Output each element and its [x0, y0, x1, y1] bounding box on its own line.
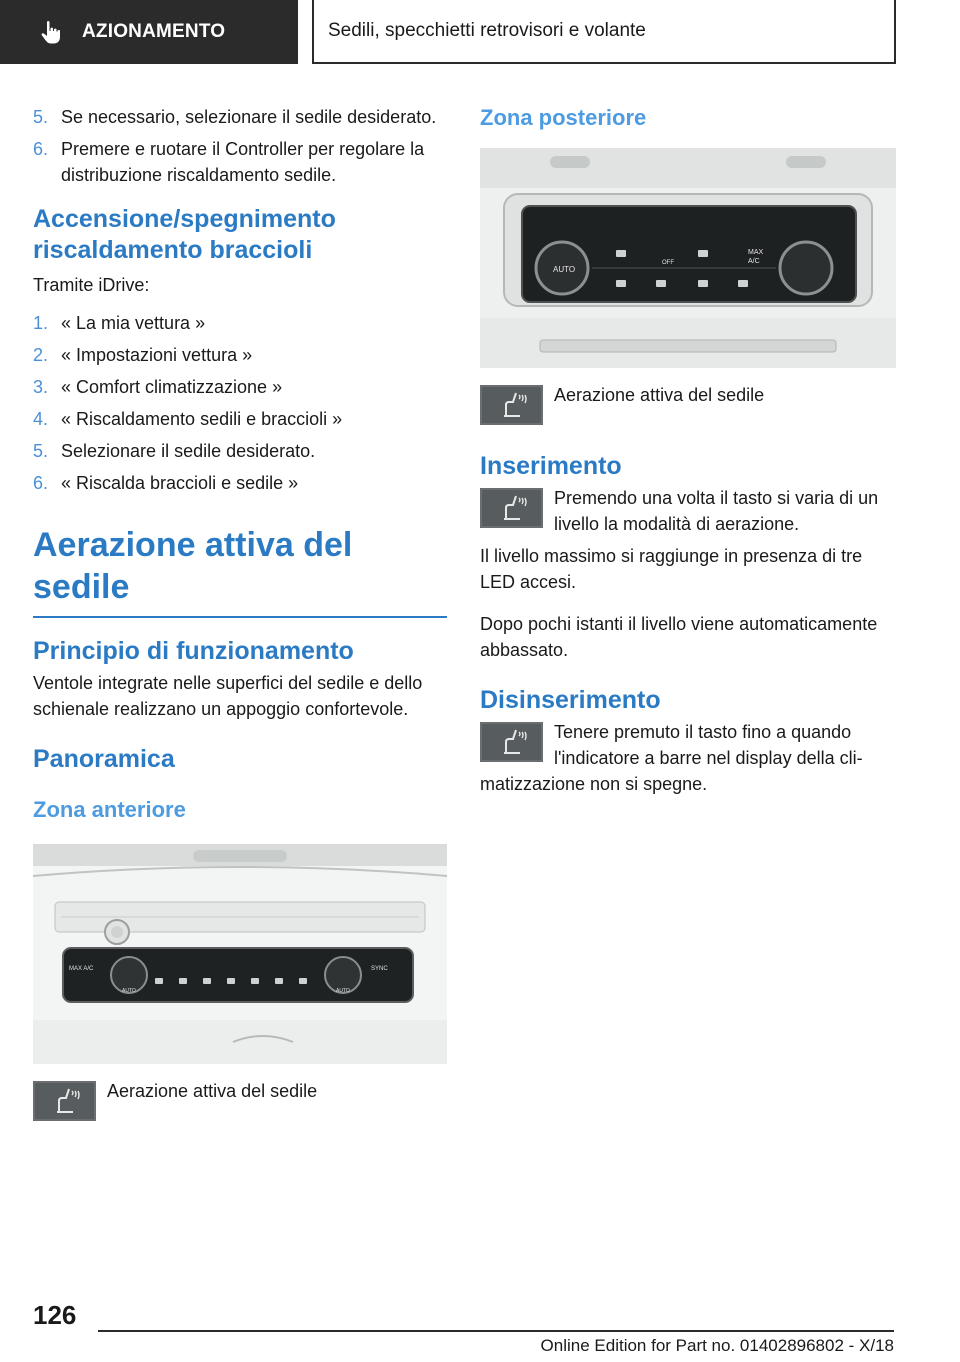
list-item — [33, 438, 447, 464]
header-title-box — [312, 0, 896, 64]
list-item — [33, 104, 447, 130]
step-number: 6. — [33, 139, 49, 159]
list-item — [33, 342, 447, 368]
step-text: Se necessario, selezionare il sedile desiderato. — [61, 107, 437, 127]
step-text: « Riscaldamento sedili e braccioli » — [61, 409, 343, 429]
list-item — [33, 374, 447, 400]
list-item — [33, 406, 447, 432]
rear-climate-panel-photo — [480, 148, 896, 368]
step-text: « La mia vettura » — [61, 313, 206, 333]
step-text: « Impostazioni vettura » — [61, 345, 253, 365]
seat-ventilation-icon — [480, 722, 543, 762]
rear-max-label: MAX — [748, 249, 764, 256]
principle-text: Ventole integrate nelle superfici del sedile e dello schienale realizzano un appoggio confortevole. — [33, 673, 423, 719]
header-title: Sedili, specchietti retrovisori e volante — [328, 20, 646, 41]
steps-idrive-list — [33, 310, 447, 496]
seat-ventilation-icon — [480, 488, 543, 528]
off-block — [480, 719, 896, 797]
page-number: 126 — [33, 1300, 77, 1330]
off-text: Tenere premuto il tasto fino a quando l'indicatore a barre nel display della climatizzazione non si spegne. — [480, 722, 863, 794]
idrive-intro: Tramite iDrive: — [33, 275, 150, 295]
step-number: 1. — [33, 313, 49, 333]
front-caption: Aerazione attiva del sedile — [107, 1081, 318, 1101]
rear-heading: Zona posteriore — [480, 105, 647, 130]
rear-caption: Aerazione attiva del sedile — [554, 385, 765, 405]
step-number: 2. — [33, 345, 49, 365]
step-text: Premere e ruotare il Controller per regolare la distribuzione riscaldamento sedile. — [61, 139, 425, 185]
rear-caption-row — [480, 382, 896, 425]
hand-pointer-icon — [38, 19, 64, 45]
rear-ac-label: A/C — [748, 258, 760, 265]
front-caption-row — [33, 1078, 447, 1121]
on-row — [480, 485, 896, 537]
front-auto-right-label: AUTO — [336, 988, 350, 994]
seat-ventilation-icon — [480, 385, 543, 425]
header-section-label: AZIONAMENTO — [82, 21, 226, 42]
footer-edition: Online Edition for Part no. 01402896802 - X/18 — [540, 1336, 894, 1355]
step-number: 6. — [33, 473, 49, 493]
step-number: 4. — [33, 409, 49, 429]
front-sync-label: SYNC — [371, 966, 388, 972]
step-text: Selezionare il sedile desiderato. — [61, 441, 316, 461]
footer-divider — [98, 1330, 894, 1332]
step-text: « Comfort climatizzazione » — [61, 377, 283, 397]
header-section-tab — [0, 0, 298, 64]
list-item — [33, 470, 447, 496]
front-climate-panel-photo — [33, 844, 447, 1064]
armrest-heading: Accensione/spegnimento riscaldamento braccioli — [33, 205, 336, 264]
on-para-1: Il livello massimo si raggiunge in presenza di tre LED accesi. — [480, 546, 863, 592]
step-number: 3. — [33, 377, 49, 397]
front-auto-left-label: AUTO — [122, 988, 136, 994]
front-heading: Zona anteriore — [33, 797, 186, 822]
principle-heading: Principio di funzionamento — [33, 637, 354, 665]
main-heading: Aerazione attiva del sedile — [33, 524, 447, 618]
off-heading: Disinserimento — [480, 686, 661, 714]
left-column — [33, 104, 447, 1121]
on-heading: Inserimento — [480, 452, 622, 480]
overview-heading: Panoramica — [33, 745, 175, 773]
step-text: « Riscalda braccioli e sedile » — [61, 473, 299, 493]
steps-top-list — [33, 104, 447, 188]
front-max-ac-label: MAX A/C — [69, 966, 94, 972]
seat-ventilation-icon — [33, 1081, 96, 1121]
on-text: Premendo una volta il tasto si varia di un livello la modalità di aerazione. — [554, 488, 879, 534]
rear-off-label: OFF — [662, 260, 674, 266]
step-number: 5. — [33, 107, 49, 127]
on-para-2: Dopo pochi istanti il livello viene automaticamente abbassato. — [480, 614, 878, 660]
rear-auto-label: AUTO — [553, 265, 576, 274]
step-number: 5. — [33, 441, 49, 461]
right-column — [480, 104, 896, 797]
list-item — [33, 310, 447, 336]
list-item — [33, 136, 447, 188]
